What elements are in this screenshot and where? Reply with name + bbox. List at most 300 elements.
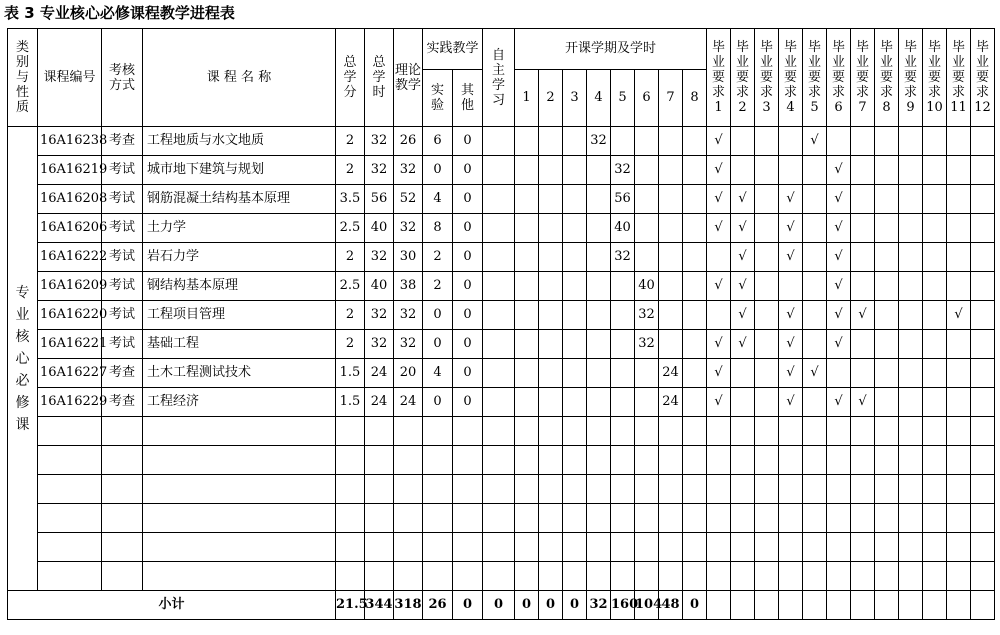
req-check-10 — [923, 359, 947, 388]
req-check-8 — [875, 475, 899, 504]
course-self — [483, 185, 515, 214]
req-check-12 — [971, 330, 995, 359]
course-sem-7 — [659, 243, 683, 272]
course-sem-3 — [563, 330, 587, 359]
course-sem-3 — [563, 214, 587, 243]
header-credits — [336, 29, 365, 127]
header-sem-2: 2 — [539, 70, 563, 127]
course-self — [483, 243, 515, 272]
course-hours — [365, 417, 394, 446]
course-hours: 32 — [365, 301, 394, 330]
course-sem-8 — [683, 185, 707, 214]
summary-theory: 318 — [394, 591, 423, 620]
course-code: 16A16206 — [38, 214, 102, 243]
req-check-2 — [731, 446, 755, 475]
req-check-10 — [923, 127, 947, 156]
req-check-11 — [947, 359, 971, 388]
course-sem-1 — [515, 417, 539, 446]
empty-row — [8, 504, 995, 533]
course-sem-5: 32 — [611, 243, 635, 272]
course-other: 0 — [453, 185, 483, 214]
course-sem-2 — [539, 156, 563, 185]
req-check-2: √ — [731, 272, 755, 301]
course-theory: 30 — [394, 243, 423, 272]
course-name: 岩石力学 — [143, 243, 336, 272]
req-check-11 — [947, 156, 971, 185]
course-lab: 0 — [423, 156, 453, 185]
empty-row — [8, 475, 995, 504]
req-check-9 — [899, 388, 923, 417]
header-name: 课 程 名 称 — [143, 29, 336, 127]
table-row — [8, 214, 995, 243]
course-name: 土力学 — [143, 214, 336, 243]
course-credits: 1.5 — [336, 388, 365, 417]
req-check-4 — [779, 272, 803, 301]
req-check-8 — [875, 243, 899, 272]
req-check-5 — [803, 446, 827, 475]
req-check-12 — [971, 562, 995, 591]
req-check-3 — [755, 388, 779, 417]
req-check-9 — [899, 301, 923, 330]
course-assess — [102, 562, 143, 591]
course-sem-1 — [515, 127, 539, 156]
table-row — [8, 243, 995, 272]
course-sem-3 — [563, 359, 587, 388]
course-self — [483, 272, 515, 301]
req-check-9 — [899, 272, 923, 301]
req-check-10 — [923, 562, 947, 591]
req-check-9 — [899, 417, 923, 446]
header-sem-7: 7 — [659, 70, 683, 127]
course-name: 钢筋混凝土结构基本原理 — [143, 185, 336, 214]
req-check-11 — [947, 533, 971, 562]
req-check-8 — [875, 272, 899, 301]
course-sem-7 — [659, 272, 683, 301]
course-sem-3 — [563, 475, 587, 504]
course-sem-2 — [539, 243, 563, 272]
course-sem-5 — [611, 272, 635, 301]
summary-sem-2: 0 — [539, 591, 563, 620]
req-check-11 — [947, 388, 971, 417]
course-lab: 0 — [423, 330, 453, 359]
req-check-8 — [875, 301, 899, 330]
header-req-10 — [923, 29, 947, 127]
course-sem-4 — [587, 330, 611, 359]
req-check-4: √ — [779, 359, 803, 388]
course-code: 16A16222 — [38, 243, 102, 272]
req-check-11 — [947, 446, 971, 475]
header-hours — [365, 29, 394, 127]
course-sem-4 — [587, 475, 611, 504]
req-check-9 — [899, 504, 923, 533]
req-check-10 — [923, 156, 947, 185]
req-check-9 — [899, 156, 923, 185]
course-lab — [423, 417, 453, 446]
course-sem-1 — [515, 359, 539, 388]
course-name: 工程项目管理 — [143, 301, 336, 330]
course-sem-6 — [635, 504, 659, 533]
course-sem-6: 40 — [635, 272, 659, 301]
req-check-2 — [731, 562, 755, 591]
summary-req-1 — [707, 591, 731, 620]
course-hours — [365, 562, 394, 591]
course-sem-3 — [563, 504, 587, 533]
course-sem-8 — [683, 417, 707, 446]
course-sem-2 — [539, 185, 563, 214]
header-category-label: 类别与性质 — [16, 40, 30, 115]
header-sem-6: 6 — [635, 70, 659, 127]
header-sem-3: 3 — [563, 70, 587, 127]
req-check-11 — [947, 214, 971, 243]
course-sem-4 — [587, 156, 611, 185]
req-check-1: √ — [707, 359, 731, 388]
req-check-2: √ — [731, 301, 755, 330]
req-check-2 — [731, 156, 755, 185]
req-check-8 — [875, 504, 899, 533]
req-check-7 — [851, 504, 875, 533]
req-check-7 — [851, 562, 875, 591]
course-code: 16A16208 — [38, 185, 102, 214]
req-check-7: √ — [851, 388, 875, 417]
course-lab — [423, 562, 453, 591]
course-code — [38, 533, 102, 562]
course-sem-1 — [515, 504, 539, 533]
course-credits: 2.5 — [336, 214, 365, 243]
req-check-9 — [899, 446, 923, 475]
req-check-7 — [851, 417, 875, 446]
summary-hours: 344 — [365, 591, 394, 620]
course-assess: 考试 — [102, 272, 143, 301]
category-cell — [8, 127, 38, 591]
summary-req-5 — [803, 591, 827, 620]
req-check-3 — [755, 272, 779, 301]
req-check-5 — [803, 272, 827, 301]
header-code: 课程编号 — [38, 29, 102, 127]
course-sem-5 — [611, 417, 635, 446]
header-sem-1: 1 — [515, 70, 539, 127]
req-check-4: √ — [779, 243, 803, 272]
summary-req-9 — [899, 591, 923, 620]
summary-label: 小计 — [8, 591, 336, 620]
req-check-9 — [899, 185, 923, 214]
course-sem-4 — [587, 359, 611, 388]
req-check-1: √ — [707, 127, 731, 156]
req-check-8 — [875, 562, 899, 591]
course-sem-5 — [611, 359, 635, 388]
table-caption: 表 3 专业核心必修课程教学进程表 — [4, 4, 235, 22]
course-name: 工程经济 — [143, 388, 336, 417]
course-sem-8 — [683, 475, 707, 504]
req-check-3 — [755, 127, 779, 156]
req-check-7 — [851, 185, 875, 214]
course-sem-6 — [635, 417, 659, 446]
course-assess: 考试 — [102, 330, 143, 359]
summary-lab: 26 — [423, 591, 453, 620]
course-hours — [365, 533, 394, 562]
summary-other: 0 — [453, 591, 483, 620]
course-other: 0 — [453, 156, 483, 185]
course-sem-8 — [683, 359, 707, 388]
req-check-5 — [803, 156, 827, 185]
req-label: 毕业要求5 — [808, 40, 822, 115]
course-lab: 2 — [423, 243, 453, 272]
course-sem-6: 32 — [635, 330, 659, 359]
header-sem-8: 8 — [683, 70, 707, 127]
course-sem-5: 40 — [611, 214, 635, 243]
course-name: 城市地下建筑与规划 — [143, 156, 336, 185]
course-sem-6 — [635, 359, 659, 388]
course-sem-7 — [659, 562, 683, 591]
req-check-3 — [755, 243, 779, 272]
req-check-10 — [923, 475, 947, 504]
req-check-4: √ — [779, 301, 803, 330]
course-lab: 6 — [423, 127, 453, 156]
course-code: 16A16219 — [38, 156, 102, 185]
course-lab: 4 — [423, 359, 453, 388]
table-row — [8, 301, 995, 330]
header-self-label: 自主学习 — [492, 47, 506, 108]
course-self — [483, 504, 515, 533]
req-check-10 — [923, 330, 947, 359]
course-sem-7: 24 — [659, 388, 683, 417]
course-lab: 0 — [423, 388, 453, 417]
req-check-2 — [731, 127, 755, 156]
header-req-5 — [803, 29, 827, 127]
table-row — [8, 330, 995, 359]
course-schedule-table — [7, 28, 995, 620]
course-name — [143, 562, 336, 591]
course-self — [483, 446, 515, 475]
req-check-2 — [731, 533, 755, 562]
course-sem-5 — [611, 388, 635, 417]
req-check-11 — [947, 243, 971, 272]
course-lab: 8 — [423, 214, 453, 243]
course-sem-3 — [563, 185, 587, 214]
summary-sem-1: 0 — [515, 591, 539, 620]
course-other: 0 — [453, 214, 483, 243]
req-check-6 — [827, 533, 851, 562]
course-name — [143, 533, 336, 562]
req-check-11 — [947, 504, 971, 533]
course-sem-2 — [539, 272, 563, 301]
summary-req-8 — [875, 591, 899, 620]
req-check-5 — [803, 562, 827, 591]
course-sem-1 — [515, 388, 539, 417]
course-theory: 32 — [394, 156, 423, 185]
course-sem-2 — [539, 533, 563, 562]
req-check-5: √ — [803, 359, 827, 388]
course-sem-1 — [515, 562, 539, 591]
req-check-9 — [899, 533, 923, 562]
header-self — [483, 29, 515, 127]
course-sem-6: 32 — [635, 301, 659, 330]
req-check-4: √ — [779, 388, 803, 417]
req-check-7 — [851, 127, 875, 156]
course-hours — [365, 475, 394, 504]
empty-row — [8, 446, 995, 475]
summary-req-10 — [923, 591, 947, 620]
req-check-11 — [947, 185, 971, 214]
course-name — [143, 504, 336, 533]
course-sem-6 — [635, 243, 659, 272]
req-check-12 — [971, 301, 995, 330]
req-check-6 — [827, 475, 851, 504]
course-lab: 2 — [423, 272, 453, 301]
course-hours: 32 — [365, 127, 394, 156]
header-req-6 — [827, 29, 851, 127]
course-sem-2 — [539, 446, 563, 475]
req-check-3 — [755, 156, 779, 185]
req-check-7 — [851, 156, 875, 185]
course-assess — [102, 533, 143, 562]
course-theory: 24 — [394, 388, 423, 417]
course-other: 0 — [453, 388, 483, 417]
course-assess — [102, 475, 143, 504]
course-assess: 考试 — [102, 214, 143, 243]
course-sem-1 — [515, 156, 539, 185]
req-label: 毕业要求1 — [712, 40, 726, 115]
req-check-5 — [803, 388, 827, 417]
course-other: 0 — [453, 243, 483, 272]
summary-sem-8: 0 — [683, 591, 707, 620]
course-lab: 4 — [423, 185, 453, 214]
course-sem-3 — [563, 388, 587, 417]
req-check-11: √ — [947, 301, 971, 330]
header-assess-label: 考核方式 — [109, 62, 136, 93]
req-check-10 — [923, 504, 947, 533]
course-sem-4 — [587, 533, 611, 562]
req-check-3 — [755, 359, 779, 388]
summary-sem-7: 48 — [659, 591, 683, 620]
course-hours: 56 — [365, 185, 394, 214]
course-assess: 考查 — [102, 388, 143, 417]
header-other-label: 其他 — [461, 83, 475, 113]
req-check-7 — [851, 330, 875, 359]
req-check-10 — [923, 272, 947, 301]
course-sem-7 — [659, 417, 683, 446]
req-check-9 — [899, 475, 923, 504]
course-sem-1 — [515, 272, 539, 301]
course-hours: 32 — [365, 330, 394, 359]
table-row — [8, 127, 995, 156]
course-sem-6 — [635, 185, 659, 214]
course-sem-5 — [611, 475, 635, 504]
req-check-4 — [779, 475, 803, 504]
req-check-5 — [803, 214, 827, 243]
course-code: 16A16209 — [38, 272, 102, 301]
header-lab — [423, 70, 453, 127]
req-check-11 — [947, 127, 971, 156]
req-check-5 — [803, 475, 827, 504]
req-check-8 — [875, 388, 899, 417]
course-name — [143, 417, 336, 446]
req-check-7 — [851, 533, 875, 562]
req-check-1 — [707, 504, 731, 533]
course-theory: 38 — [394, 272, 423, 301]
course-sem-3 — [563, 417, 587, 446]
course-theory: 52 — [394, 185, 423, 214]
req-check-10 — [923, 301, 947, 330]
req-check-9 — [899, 359, 923, 388]
req-check-7 — [851, 214, 875, 243]
empty-row — [8, 533, 995, 562]
req-check-11 — [947, 475, 971, 504]
course-sem-8 — [683, 214, 707, 243]
req-check-4 — [779, 156, 803, 185]
course-other — [453, 446, 483, 475]
course-lab — [423, 533, 453, 562]
course-theory: 32 — [394, 330, 423, 359]
course-credits: 3.5 — [336, 185, 365, 214]
course-credits: 2.5 — [336, 272, 365, 301]
course-self — [483, 359, 515, 388]
empty-row — [8, 417, 995, 446]
course-assess: 考试 — [102, 185, 143, 214]
req-label: 毕业要求11 — [950, 40, 967, 115]
course-credits: 2 — [336, 330, 365, 359]
header-category — [8, 29, 38, 127]
course-theory: 26 — [394, 127, 423, 156]
course-theory: 32 — [394, 214, 423, 243]
course-sem-5 — [611, 504, 635, 533]
req-check-2: √ — [731, 214, 755, 243]
req-check-11 — [947, 562, 971, 591]
course-sem-1 — [515, 533, 539, 562]
summary-req-3 — [755, 591, 779, 620]
course-theory — [394, 475, 423, 504]
header-req-9 — [899, 29, 923, 127]
course-other: 0 — [453, 301, 483, 330]
summary-req-6 — [827, 591, 851, 620]
req-check-2: √ — [731, 243, 755, 272]
course-sem-3 — [563, 533, 587, 562]
req-check-6 — [827, 417, 851, 446]
course-self — [483, 533, 515, 562]
course-name: 土木工程测试技术 — [143, 359, 336, 388]
req-check-6: √ — [827, 214, 851, 243]
course-theory — [394, 533, 423, 562]
course-hours: 32 — [365, 243, 394, 272]
course-sem-5 — [611, 301, 635, 330]
course-hours — [365, 504, 394, 533]
course-credits — [336, 562, 365, 591]
course-sem-5 — [611, 533, 635, 562]
summary-credits: 21.5 — [336, 591, 365, 620]
req-check-11 — [947, 330, 971, 359]
course-sem-2 — [539, 388, 563, 417]
req-label: 毕业要求3 — [760, 40, 774, 115]
header-req-3 — [755, 29, 779, 127]
req-check-1: √ — [707, 185, 731, 214]
summary-self: 0 — [483, 591, 515, 620]
req-check-9 — [899, 214, 923, 243]
req-check-10 — [923, 533, 947, 562]
req-check-3 — [755, 533, 779, 562]
course-credits: 2 — [336, 301, 365, 330]
summary-sem-5: 160 — [611, 591, 635, 620]
course-sem-1 — [515, 185, 539, 214]
summary-req-7 — [851, 591, 875, 620]
course-sem-7: 24 — [659, 359, 683, 388]
course-other — [453, 417, 483, 446]
course-sem-8 — [683, 504, 707, 533]
course-self — [483, 388, 515, 417]
req-check-1: √ — [707, 330, 731, 359]
course-hours: 24 — [365, 359, 394, 388]
header-credits-label: 总学分 — [343, 55, 357, 100]
req-check-12 — [971, 475, 995, 504]
req-label: 毕业要求7 — [856, 40, 870, 115]
